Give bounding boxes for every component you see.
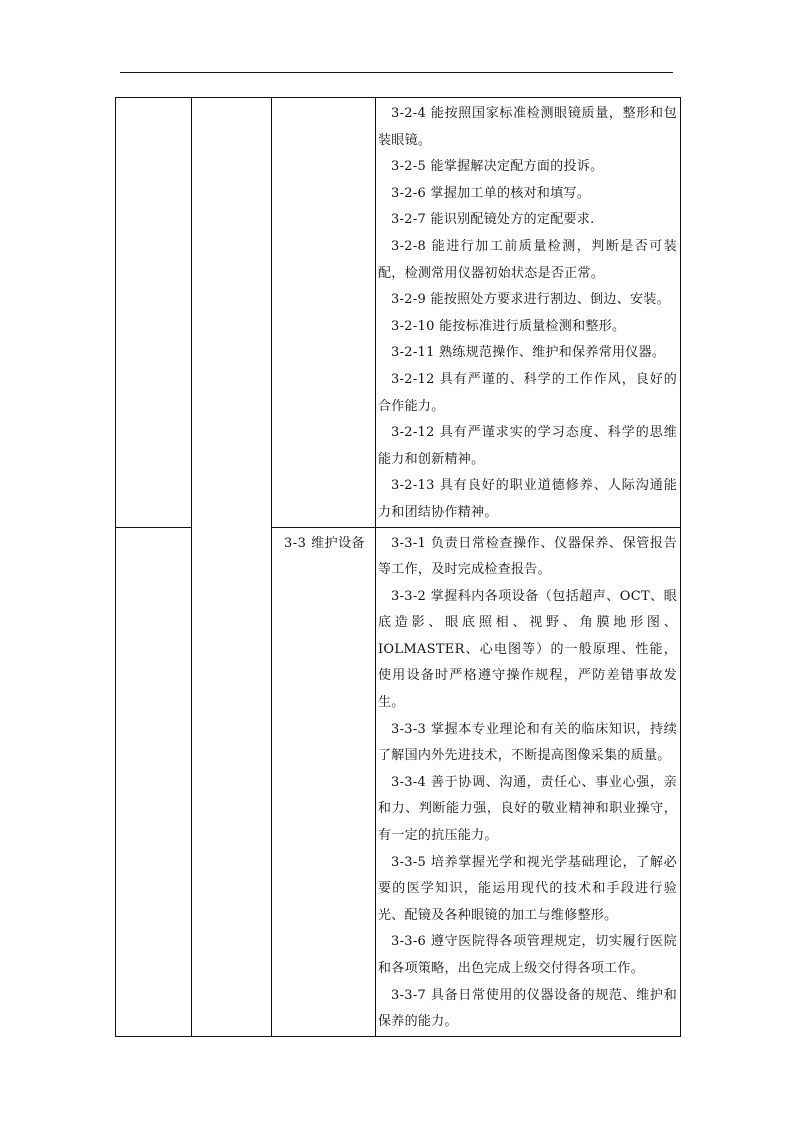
requirement-item: 3-2-12 具有严谨的、科学的工作作风，良好的合作能力。 <box>378 371 677 414</box>
requirement-item: 3-2-8 能进行加工前质量检测，判断是否可装配，检测常用仪器初始状态是否正常。 <box>378 238 677 281</box>
requirement-item: 3-2-6 掌握加工单的核对和填写。 <box>391 185 591 201</box>
requirement-item: 3-3-4 善于协调、沟通，责任心、事业心强，亲和力、判断能力强，良好的敬业精神和职业操守，有一定的抗压能力。 <box>378 774 677 844</box>
requirement-item: 3-3-2 掌握科内各项设备（包括超声、OCT、眼底造影、眼底照相、视野、角膜地形图、IOLMASTER、心电图等）的一般原理、性能，使用设备时严格遵守操作规程，严防差错事故发生。 <box>378 588 677 711</box>
requirement-item: 3-3-3 掌握本专业理论和有关的临床知识，持续了解国内外先进技术，不断提高图像采集的质量。 <box>378 721 677 764</box>
requirement-item: 3-2-10 能按标准进行质量检测和整形。 <box>391 318 626 334</box>
requirement-item: 3-2-12 具有严谨求实的学习态度、科学的思维能力和创新精神。 <box>378 425 677 467</box>
table-cell-empty <box>272 98 376 528</box>
table-cell-empty <box>192 98 272 1037</box>
requirement-item: 3-2-4 能按照国家标准检测眼镜质量，整形和包装眼镜。 <box>378 106 677 148</box>
requirement-item: 3-2-13 具有良好的职业道德修养、人际沟通能力和团结协作精神。 <box>378 478 677 520</box>
requirement-item: 3-2-7 能识别配镜处方的定配要求. <box>391 212 595 228</box>
requirements-cell <box>376 98 681 528</box>
table-row <box>116 98 681 528</box>
requirement-item: 3-3-6 遵守医院得各项管理规定，切实履行医院和各项策略，出色完成上级交付得各项工作。 <box>378 934 677 976</box>
requirement-item: 3-3-1 负责日常检查操作、仪器保养、保管报告等工作，及时完成检查报告。 <box>378 535 677 578</box>
requirement-item: 3-3-5 培养掌握光学和视光学基础理论，了解必要的医学知识，能运用现代的技术和手段进行验光、配镜及各种眼镜的加工与维修整形。 <box>378 854 677 923</box>
requirement-item: 3-2-9 能按照处方要求进行割边、倒边、安装。 <box>391 292 670 308</box>
table-cell-empty <box>116 98 192 528</box>
table-cell-empty <box>116 527 192 1036</box>
section-label: 3-3 维护设备 <box>272 527 376 1036</box>
competency-table <box>115 97 681 1037</box>
header-rule <box>120 72 673 73</box>
requirements-cell <box>376 527 681 1036</box>
requirement-item: 3-2-5 能掌握解决定配方面的投诉。 <box>391 159 604 175</box>
requirement-item: 3-3-7 具备日常使用的仪器设备的规范、维护和保养的能力。 <box>378 987 677 1030</box>
requirement-item: 3-2-11 熟练规范操作、维护和保养常用仪器。 <box>391 345 666 361</box>
